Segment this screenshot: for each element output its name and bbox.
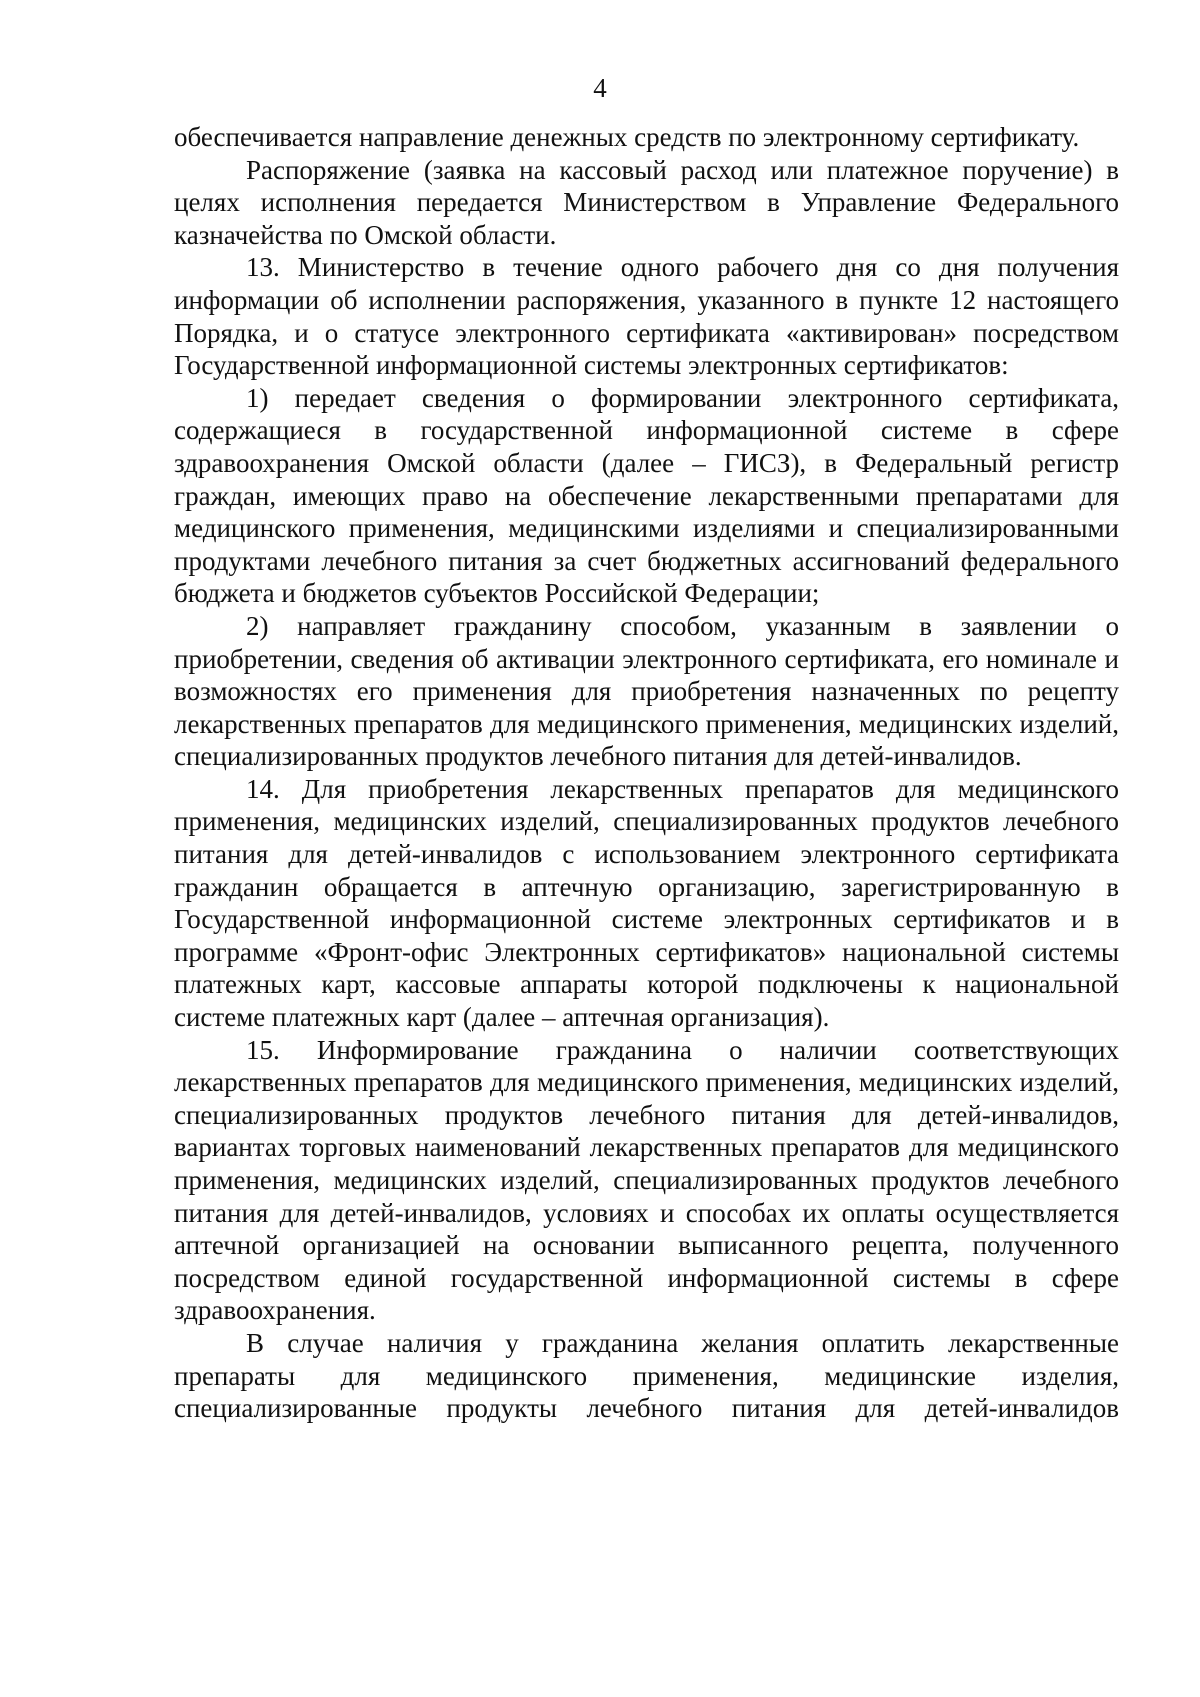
paragraph-continuation: обеспечивается направление денежных средств по электронному сертификату.	[174, 122, 1080, 152]
paragraph-subitem-2: 2) направляет гражданину способом, указанным в заявлении о приобретении, сведения об активации электронного сертификата, его номинале и возможностях его применения для приобретения назначенных по рецепту лекарственных препаратов для медицинского применения, медицинских изделий, специализированных продуктов лечебного питания для детей-инвалидов.	[174, 610, 1119, 772]
paragraph-item-14: 14. Для приобретения лекарственных препаратов для медицинского применения, медицинских изделий, специализированных продуктов лечебного питания для детей-инвалидов с использованием электронного сертификата гражданин обращается в аптечную организацию, зарегистрированную в Государственной информационной системе электронных сертификатов и в программе «Фронт-офис Электронных сертификатов» национальной системы платежных карт, кассовые аппараты которой подключены к национальной системе платежных карт (далее – аптечная организация).	[174, 773, 1119, 1033]
paragraph-order-transfer: Распоряжение (заявка на кассовый расход или платежное поручение) в целях исполнения передается Министерством в Управление Федерального казначейства по Омской области.	[174, 154, 1119, 250]
page-number: 4	[593, 73, 607, 103]
paragraph-item-13: 13. Министерство в течение одного рабочего дня со дня получения информации об исполнении распоряжения, указанного в пункте 12 настоящего Порядка, и о статусе электронного сертификата «активирован» посредством Государственной информационной системы электронных сертификатов:	[174, 252, 1119, 381]
paragraph-payment-case: В случае наличия у гражданина желания оплатить лекарственные препараты для медицинского применения, медицинские изделия, специализированные продукты лечебного питания для детей-инвалидов	[174, 1327, 1119, 1424]
paragraph-subitem-1: 1) передает сведения о формировании электронного сертификата, содержащиеся в государственной информационной системе в сфере здравоохранения Омской области (далее – ГИСЗ), в Федеральный регистр граждан, имеющих право на обеспечение лекарственными препаратами для медицинского применения, медицинскими изделиями и специализированными продуктами лечебного питания за счет бюджетных ассигнований федерального бюджета и бюджетов субъектов Российской Федерации;	[174, 382, 1119, 609]
paragraph-item-15: 15. Информирование гражданина о наличии соответствующих лекарственных препаратов для медицинского применения, медицинских изделий, специализированных продуктов лечебного питания для детей-инвалидов, вариантах торговых наименований лекарственных препаратов для медицинского применения, медицинских изделий, специализированных продуктов лечебного питания для детей-инвалидов, условиях и способах их оплаты осуществляется аптечной организацией на основании выписанного рецепта, полученного посредством единой государственной информационной системы в сфере здравоохранения.	[174, 1034, 1119, 1326]
document-body	[174, 121, 1119, 1425]
